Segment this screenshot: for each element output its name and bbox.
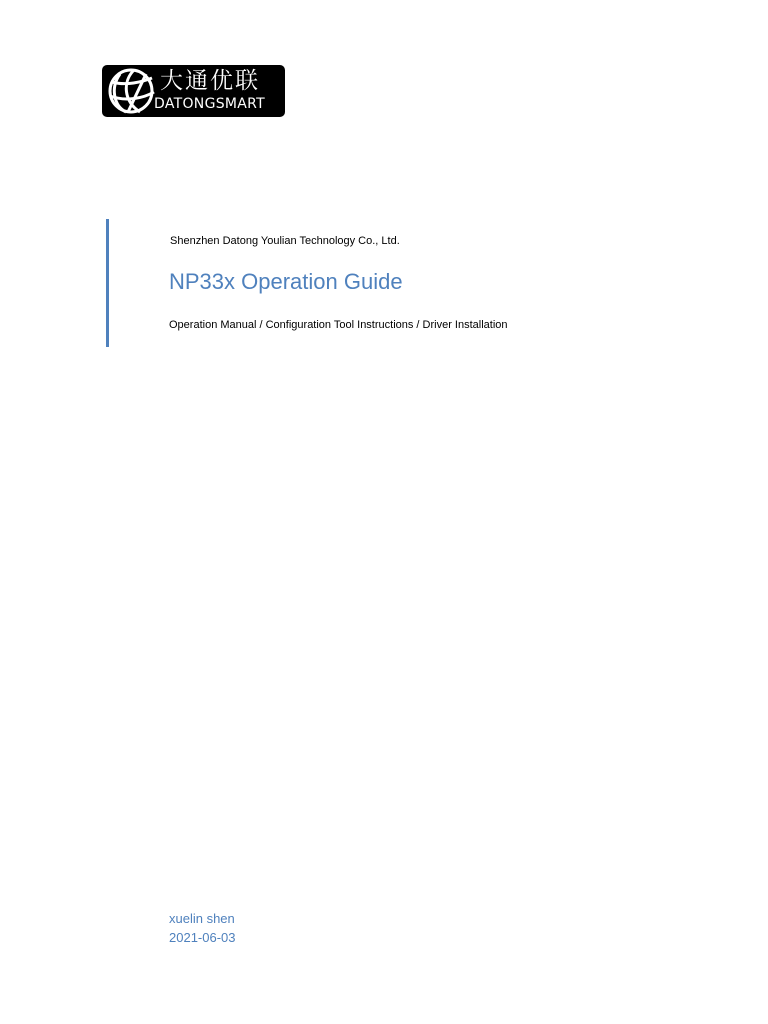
- logo-english-name: DATONGSMART: [154, 96, 266, 112]
- document-title: NP33x Operation Guide: [169, 269, 403, 294]
- company-logo: [102, 65, 285, 117]
- logo-chinese-name: 大通优联: [160, 68, 260, 94]
- author-name: xuelin shen: [169, 911, 235, 926]
- globe-icon: [104, 66, 158, 116]
- document-subtitle: Operation Manual / Configuration Tool Instructions / Driver Installation: [169, 319, 508, 331]
- cover-accent-bar: [106, 219, 109, 347]
- company-name: Shenzhen Datong Youlian Technology Co., Ltd.: [170, 235, 400, 247]
- document-date: 2021-06-03: [169, 930, 236, 945]
